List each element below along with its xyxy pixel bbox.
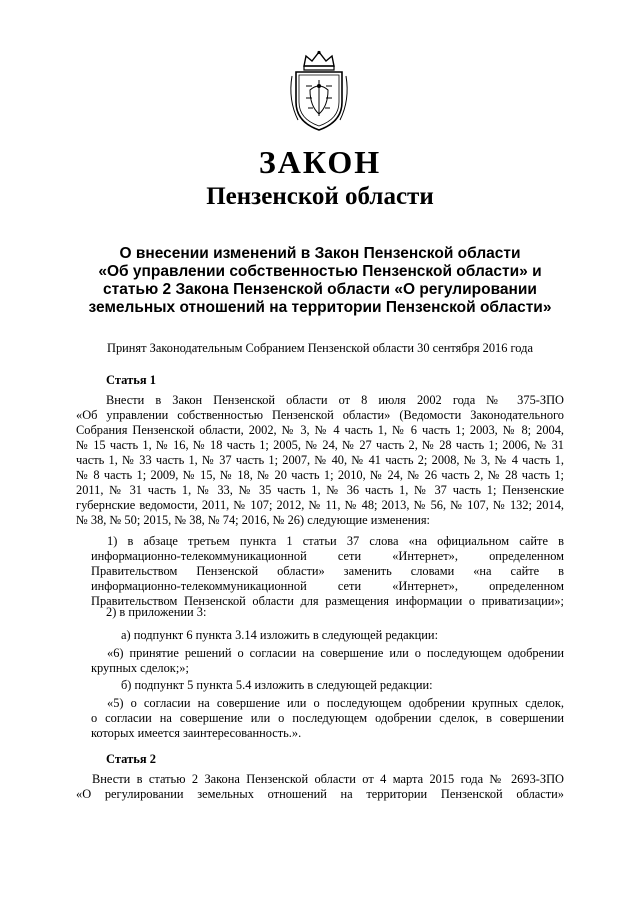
- subitem-a: а) подпункт 6 пункта 3.14 изложить в следующей редакции:: [121, 628, 439, 642]
- text-line: «О регулировании земельных отношений на территории Пензенской области»: [76, 787, 564, 801]
- text-line: Правительством Пензенской области» заменить словами «на сайте в: [91, 564, 564, 578]
- quote-subitem-6: [91, 646, 564, 676]
- article-1-title: Статья 1: [106, 373, 156, 387]
- law-region: Пензенской области: [206, 183, 434, 210]
- article-1-intro: [76, 393, 564, 528]
- text-line: «6) принятие решений о согласии на совершение или о последующем одобрении: [107, 646, 564, 660]
- item-2: 2) в приложении 3:: [106, 605, 207, 619]
- article-2-text: [76, 772, 564, 802]
- coat-of-arms-penza-icon: [284, 50, 354, 134]
- text-line: информационно-телекоммуникационной сети «Интернет», определенном: [91, 549, 564, 563]
- text-line: Внести в Закон Пензенской области от 8 июля 2002 года № 375-ЗПО: [106, 393, 564, 407]
- text-line: Правительством Пензенской области для размещения информации о приватизации»;: [91, 594, 564, 608]
- heading-line: земельных отношений на территории Пензенской области»: [88, 299, 552, 316]
- text-line: информационно-телекоммуникационной сети «Интернет», определенном: [91, 579, 564, 593]
- subitem-b: б) подпункт 5 пункта 5.4 изложить в следующей редакции:: [121, 678, 433, 692]
- adoption-note: Принят Законодательным Собранием Пензенской области 30 сентября 2016 года: [107, 341, 533, 355]
- item-1: [91, 534, 564, 609]
- text-line: 2011, № 31 часть 1, № 33, № 35 часть 1, № 36 часть 1, № 37 часть 1; Пензенские: [76, 483, 564, 497]
- text-line: о согласии на совершение или о последующем одобрении сделок, в совершении: [91, 711, 564, 725]
- article-2-title: Статья 2: [106, 752, 156, 766]
- text-line: часть 1, № 33 часть 1, № 37 часть 1; 2007, № 40, № 41 часть 2; 2008, № 3, № 4 часть 1,: [76, 453, 564, 467]
- text-line: которых имеется заинтересованность.».: [91, 726, 302, 740]
- text-line: 1) в абзаце третьем пункта 1 статьи 37 слова «на официальном сайте в: [107, 534, 564, 548]
- text-line: Внести в статью 2 Закона Пензенской области от 4 марта 2015 года № 2693-ЗПО: [92, 772, 564, 786]
- text-line: № 15 часть 1, № 16, № 18 часть 1; 2005, № 24, № 27 часть 2, № 28 часть 1; 2006, № 31: [76, 438, 564, 452]
- text-line: Собрания Пензенской области, 2002, № 3, № 4 часть 1, № 6 часть 1; 2003, № 8; 2004,: [76, 423, 564, 437]
- text-line: крупных сделок;»;: [91, 661, 189, 675]
- heading-line: статью 2 Закона Пензенской области «О регулировании: [103, 281, 537, 298]
- text-line: № 38, № 50; 2015, № 38, № 74; 2016, № 26) следующие изменения:: [76, 513, 430, 527]
- heading-line: О внесении изменений в Закон Пензенской области: [119, 245, 521, 262]
- heading-line: «Об управлении собственностью Пензенской области» и: [98, 263, 542, 280]
- law-title: ЗАКОН: [258, 144, 382, 180]
- text-line: «5) о согласии на совершение или о последующем одобрении крупных сделок,: [107, 696, 564, 710]
- text-line: губернские ведомости, 2011, № 107; 2012, № 11, № 48; 2013, № 56, № 107, № 132; 2014,: [76, 498, 564, 512]
- law-heading: [70, 245, 570, 317]
- quote-subitem-5: [91, 696, 564, 741]
- text-line: «Об управлении собственностью Пензенской области» (Ведомости Законодательного: [76, 408, 564, 422]
- text-line: № 8 часть 1; 2009, № 15, № 18, № 20 часть 1; 2010, № 24, № 26 часть 2, № 28 часть 1;: [76, 468, 564, 482]
